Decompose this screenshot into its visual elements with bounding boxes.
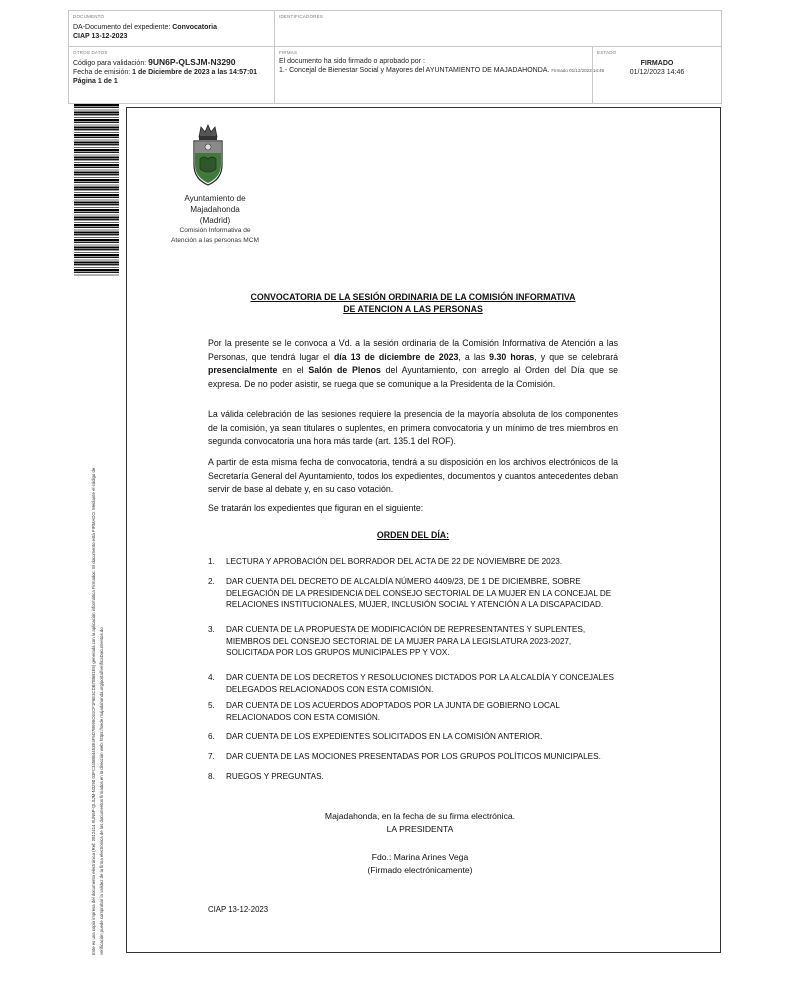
letterhead: [150, 193, 280, 246]
barcode-bar: [74, 127, 119, 129]
coat-of-arms-icon: [190, 123, 226, 187]
letterhead-line2: Majadahonda: [190, 205, 240, 214]
pagina-indicator: Página 1 de 1: [73, 78, 118, 85]
firmas-line1: El documento ha sido firmado o aprobado por :: [279, 58, 425, 65]
verification-side-text: [90, 285, 120, 955]
barcode-bar: [74, 132, 119, 133]
identificadores-label: IDENTIFICADORES: [279, 14, 324, 19]
expediente-line: DA-Documento del expediente: Convocatoria: [73, 24, 217, 31]
barcode-bar: [74, 170, 119, 171]
barcode-bar: [74, 230, 119, 231]
barcode-bar: [74, 267, 119, 268]
barcode-bar: [74, 227, 119, 228]
letterhead-line3: (Madrid): [199, 216, 231, 225]
barcode-bar: [74, 110, 119, 111]
barcode-bar: [74, 197, 119, 198]
barcode-bar: [74, 157, 119, 159]
barcode-bar: [74, 207, 119, 208]
fecha-emision: Fecha de emisión: 1 de Diciembre de 2023 a las 14:57:01: [73, 69, 258, 76]
barcode-bar: [74, 152, 119, 153]
barcode-bar: [74, 119, 119, 121]
barcode-bar: [74, 125, 119, 126]
barcode-bar: [74, 204, 119, 205]
barcode-bar: [74, 215, 119, 216]
signature-name: Fdo.: Marina Arines Vega: [371, 852, 469, 862]
barcode-bar: [74, 164, 119, 166]
barcode-bar: [74, 155, 119, 156]
barcode-bar: [74, 140, 119, 141]
barcode-bar: [74, 122, 119, 123]
barcode-bar: [74, 224, 119, 226]
barcode-bar: [74, 174, 119, 175]
barcode-bar: [74, 162, 119, 163]
signature-place-date: Majadahonda, en la fecha de su firma electrónica.: [324, 811, 516, 821]
barcode-bar: [74, 232, 119, 234]
document-title: CONVOCATORIA DE LA SESIÓN ORDINARIA DE LA COMISIÓN INFORMATIVA DE ATENCION A LAS PERSONAS: [250, 292, 576, 314]
estado-date: 01/12/2023 14:46: [629, 69, 685, 76]
barcode-bar: [74, 239, 119, 241]
barcode-bar: [74, 209, 119, 211]
barcode-bar: [74, 254, 119, 256]
otros-datos-label: OTROS DATOS: [73, 50, 108, 55]
letterhead-line5: Atención a las personas MCM: [171, 237, 259, 244]
barcode-bar: [74, 177, 119, 178]
barcode-bar: [74, 249, 119, 250]
barcode-bar: [74, 262, 119, 264]
barcode-bar: [74, 172, 119, 174]
barcode-bar: [74, 107, 119, 108]
document-header-table: [68, 10, 722, 104]
paragraph-convocatoria: Por la presente se le convoca a Vd. a la sesión ordinaria de la Comisión Informativa de Atención a las Personas, que tendrá lugar el día 13 de diciembre de 2023, a las 9.30 horas, y que se celebrará presencialmente en el Salón de Plenos del Ayuntamiento, con arreglo al Orden del Día que se expresa. De no poder asistir, se ruega que se comunique a la Presidenta de la Comisión.: [208, 338, 619, 389]
barcode-bar: [74, 167, 119, 168]
firmas-cell: [275, 47, 605, 103]
barcode-bar: [74, 182, 119, 183]
barcode-bar: [74, 179, 119, 181]
barcode-bar: [74, 242, 119, 243]
barcode-bar: [74, 269, 119, 271]
barcode-bar: [74, 252, 119, 253]
codigo-validacion: Código para validación: 9UN6P-QLSJM-N3290: [73, 57, 236, 67]
barcode-bar: [74, 147, 119, 148]
barcode-bar: [74, 200, 119, 201]
barcode-bar: [74, 245, 119, 246]
barcode-bar: [74, 189, 119, 190]
barcode-bar: [74, 275, 119, 276]
barcode-bar: [74, 264, 119, 265]
letterhead-line4: Comisión Informativa de: [179, 227, 251, 234]
barcode-bar: [74, 187, 119, 189]
estado-label: ESTADO: [597, 50, 617, 55]
signature-role: LA PRESIDENTA: [386, 824, 454, 834]
barcode-bar: [74, 144, 119, 145]
orden-del-dia-heading: ORDEN DEL DÍA:: [376, 530, 450, 540]
barcode-bar: [74, 212, 119, 213]
expediente-code: CIAP 13-12-2023: [73, 33, 128, 40]
barcode-bar: [74, 185, 119, 186]
barcode-bar: [74, 194, 119, 196]
paragraph-expedientes: Se tratarán los expedientes que figuran en el siguiente:: [208, 503, 424, 513]
firmas-line2: 1.- Concejal de Bienestar Social y Mayores del AYUNTAMIENTO DE MAJADAHONDA. Firmado 01/12/2023 14:46: [279, 67, 605, 74]
barcode-bar: [74, 159, 119, 160]
barcode-bar: [74, 129, 119, 130]
signature-method: (Firmado electrónicamente): [367, 865, 473, 875]
side-text-line2: verificación puede comprobar la validez de la firma electrónica de los documentos firmados en la dirección web: https://sede.majadahonda.org/portal/verificaDocumentos.do: [99, 627, 104, 955]
barcode-bar: [74, 117, 119, 118]
barcode-bar: [74, 114, 119, 115]
validation-barcode: [74, 104, 119, 276]
barcode-bar: [74, 222, 119, 223]
barcode-bar: [74, 134, 119, 136]
estado-value: FIRMADO: [640, 60, 674, 67]
barcode-bar: [74, 202, 119, 204]
barcode-bar: [74, 112, 119, 114]
barcode-bar: [74, 104, 119, 106]
otros-datos-cell: [69, 47, 275, 103]
barcode-bar: [74, 137, 119, 138]
firmas-label: FIRMAS: [279, 50, 298, 55]
identificadores-cell: [275, 11, 721, 47]
barcode-bar: [74, 257, 119, 258]
estado-cell: [593, 47, 721, 103]
barcode-bar: [74, 237, 119, 238]
side-text-line1: Este es una copia impresa del documento electrónico (Ref: 2812414 9UN6P-QLSJM-N3290 03FC345BB4453E4F5D7B995C61CF1F6E3CDB7B5B1E5) generada con la aplicación informática Firmadoc. El documento está FIRMADO. Mediante el código de: [91, 467, 96, 955]
barcode-bar: [74, 142, 119, 144]
footer-code: CIAP 13-12-2023: [208, 905, 269, 914]
barcode-bar: [74, 272, 119, 273]
barcode-bar: [74, 219, 119, 220]
letterhead-line1: Ayuntamiento de: [184, 194, 246, 203]
paragraph-documentacion: A partir de esta misma fecha de convocatoria, tendrá a su disposición en los archivos electrónicos de la Secretaría General del Ayuntamiento, todos los expedientes, documentos y cuantos antecedentes deban servir de base al debate y, en su caso votación.: [208, 457, 618, 494]
documento-label: DOCUMENTO: [73, 14, 105, 19]
barcode-bar: [74, 260, 119, 261]
barcode-bar: [74, 234, 119, 235]
barcode-bar: [74, 149, 119, 151]
paragraph-quorum: La válida celebración de las sesiones requiere la presencia de la mayoría absoluta de los componentes de la comisión, ya sean titulares o suplentes, en primera convocatoria y un mínimo de tres miembros en segunda convocatoria una hora más tarde (art. 135.1 del ROF).: [208, 409, 618, 446]
documento-cell: [69, 11, 275, 47]
barcode-bar: [74, 247, 119, 249]
barcode-bar: [74, 192, 119, 193]
barcode-bar: [74, 217, 119, 219]
